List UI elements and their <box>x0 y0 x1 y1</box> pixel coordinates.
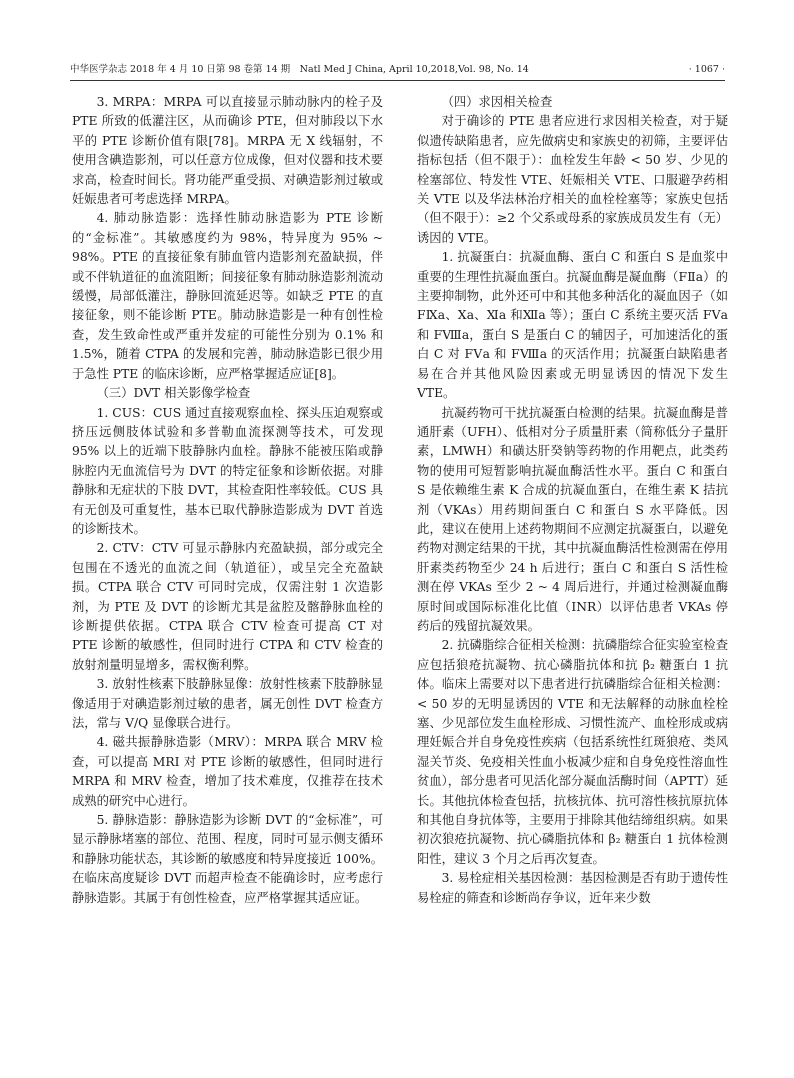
right-column <box>417 93 728 908</box>
running-header <box>70 62 725 78</box>
paragraph-antiphospholipid: 2. 抗磷脂综合征相关检测：抗磷脂综合征实验室检查应包括狼疮抗凝物、抗心磷脂抗体和抗 β₂ 糖蛋白 1 抗体。临床上需要对以下患者进行抗磷脂综合征相关检测：< 50 岁的无明显诱因的 VTE 和无法解释的动脉血栓栓塞、少见部位发生血栓形成、习惯性流产、血栓形成或病理妊娠合并自身免疫性疾病（包括系统性红斑狼疮、类风湿关节炎、免疫相关性血小板减少症和自身免疫性溶血性贫血），部分患者可见活化部分凝血活酶时间（APTT）延长。其他抗体检查包括，抗核抗体、抗可溶性核抗原抗体和其他自身抗体等，主要用于排除其他结缔组织病。如果初次狼疮抗凝物、抗心磷脂抗体和 β₂ 糖蛋白 1 抗体检测阳性，建议 3 个月之后再次复查。 <box>417 638 728 866</box>
paragraph-gene-testing: 3. 易栓症相关基因检测：基因检测是否有助于遗传性易栓症的筛查和诊断尚存争议，近年来少数 <box>417 871 728 905</box>
left-column <box>72 93 383 908</box>
page-number: · 1067 · <box>688 64 725 75</box>
paragraph-mrv: 4. 磁共振静脉造影（MRV）：MRPA 联合 MRV 检查，可以提高 MRI 对 PTE 诊断的敏感性，但同时进行 MRPA 和 MRV 检查，增加了技术难度，仅推荐在技术成熟的研究中心进行。 <box>72 735 383 808</box>
paragraph-etiology-intro: 对于确诊的 PTE 患者应进行求因相关检查，对于疑似遗传缺陷患者，应先做病史和家族史的初筛，主要评估指标包括（但不限于）：血栓发生年龄 < 50 岁、少见的栓塞部位、特发性 VTE、妊娠相关 VTE、口服避孕药相关 VTE 以及华法林治疗相关的血栓栓塞等；家族史包括（但不限于）：≥2 个父系或母系的家族成员发生有（无）诱因的 VTE。 <box>417 114 729 245</box>
paragraph-venography: 5. 静脉造影：静脉造影为诊断 DVT 的“金标准”，可显示静脉堵塞的部位、范围、程度，同时可显示侧支循环和静脉功能状态，其诊断的敏感度和特异度接近 100%。在临床高度疑诊 DVT 而超声检查不能确诊时，应考虑行静脉造影。其属于有创性检查，应严格掌握其适应证。 <box>72 813 383 905</box>
paragraph-mrpa: 3. MRPA：MRPA 可以直接显示肺动脉内的栓子及 PTE 所致的低灌注区，从而确诊 PTE，但对肺段以下水平的 PTE 诊断价值有限[78]。MRPA 无 X 线辐射，不使用含碘造影剂，可以任意方位成像，但对仪器和技术要求高，检查时间长。肾功能严重受损、对碘造影剂过敏或妊娠患者可考虑选择 MRPA。 <box>72 95 383 207</box>
paragraph-drug-interference: 抗凝药物可干扰抗凝蛋白检测的结果。抗凝血酶是普通肝素（UFH）、低相对分子质量肝素（简称低分子量肝素，LMWH）和磺达肝癸钠等药物的作用靶点，此类药物的使用可短暂影响抗凝血酶活性水平。蛋白 C 和蛋白 S 是依赖维生素 K 合成的抗凝血蛋白，在维生素 K 拮抗剂（VKAs）用药期间蛋白 C 和蛋白 S 水平降低。因此，建议在使用上述药物期间不应测定抗凝蛋白，以避免药物对测定结果的干扰，其中抗凝血酶活性检测需在停用肝素类药物至少 24 h 后进行；蛋白 C 和蛋白 S 活性检测在停 VKAs 至少 2 ~ 4 周后进行，并通过检测凝血酶原时间或国际标准化比值（INR）以评估患者 VKAs 停药后的残留抗凝效果。 <box>417 405 728 633</box>
paragraph-cus: 1. CUS：CUS 通过直接观察血栓、探头压迫观察或挤压远侧肢体试验和多普勒血流探测等技术，可发现 95% 以上的近端下肢静脉内血栓。静脉不能被压陷或静脉腔内无血流信号为 DVT 的特定征象和诊断依据。对腓静脉和无症状的下肢 DVT，其检查阳性率较低。CUS 具有无创及可重复性，基本已取代静脉造影成为 DVT 首选的诊断技术。 <box>72 405 383 536</box>
paragraph-pulmonary-angiography: 4. 肺动脉造影：选择性肺动脉造影为 PTE 诊断的“金标准”。其敏感度约为 98%，特异度为 95% ~ 98%。PTE 的直接征象有肺血管内造影剂充盈缺损，伴或不伴轨道征的血流阻断；间接征象有肺动脉造影剂流动缓慢，局部低灌注，静脉回流延迟等。如缺乏 PTE 的直接征象，则不能诊断 PTE。肺动脉造影是一种有创性检查，发生致命性或严重并发症的可能性分别为 0.1% 和 1.5%，随着 CTPA 的发展和完善，肺动脉造影已很少用于急性 PTE 的临床诊断，应严格掌握适应证[8]。 <box>72 211 383 381</box>
header-rule <box>70 80 725 81</box>
section-heading-etiology: （四）求因相关检查 <box>441 95 553 109</box>
paragraph-anticoagulant-proteins: 1. 抗凝蛋白：抗凝血酶、蛋白 C 和蛋白 S 是血浆中重要的生理性抗凝血蛋白。抗凝血酶是凝血酶（FⅡa）的主要抑制物，此外还可中和其他多种活化的凝血因子（如 FⅨa、Ⅹa、Ⅺa 和Ⅻa 等）；蛋白 C 系统主要灭活 FⅤa 和 FⅧa，蛋白 S 是蛋白 C 的辅因子，可加速活化的蛋白 C 对 FⅤa 和 FⅧa 的灭活作用；抗凝蛋白缺陷患者易在合并其他风险因素或无明显诱因的情况下发生 VTE。 <box>417 250 728 401</box>
paragraph-ctv: 2. CTV：CTV 可显示静脉内充盈缺损，部分或完全包围在不透光的血流之间（轨道征），或呈完全充盈缺损。CTPA 联合 CTV 可同时完成，仅需注射 1 次造影剂，为 PTE 及 DVT 的诊断尤其是盆腔及髂静脉血栓的诊断提供依据。CTPA 联合 CTV 检查可提高 CT 对 PTE 诊断的敏感性，但同时进行 CTPA 和 CTV 检查的放射剂量明显增多，需权衡利弊。 <box>72 541 383 672</box>
section-heading-dvt-imaging: （三）DVT 相关影像学检查 <box>96 386 251 401</box>
paragraph-radionuclide: 3. 放射性核素下肢静脉显像：放射性核素下肢静脉显像适用于对碘造影剂过敏的患者，属无创性 DVT 检查方法，常与 V/Q 显像联合进行。 <box>72 677 383 730</box>
journal-citation: 中华医学杂志 2018 年 4 月 10 日第 98 卷第 14 期 Natl Med J China, April 10,2018,Vol. 98, No. 14 <box>70 64 529 75</box>
